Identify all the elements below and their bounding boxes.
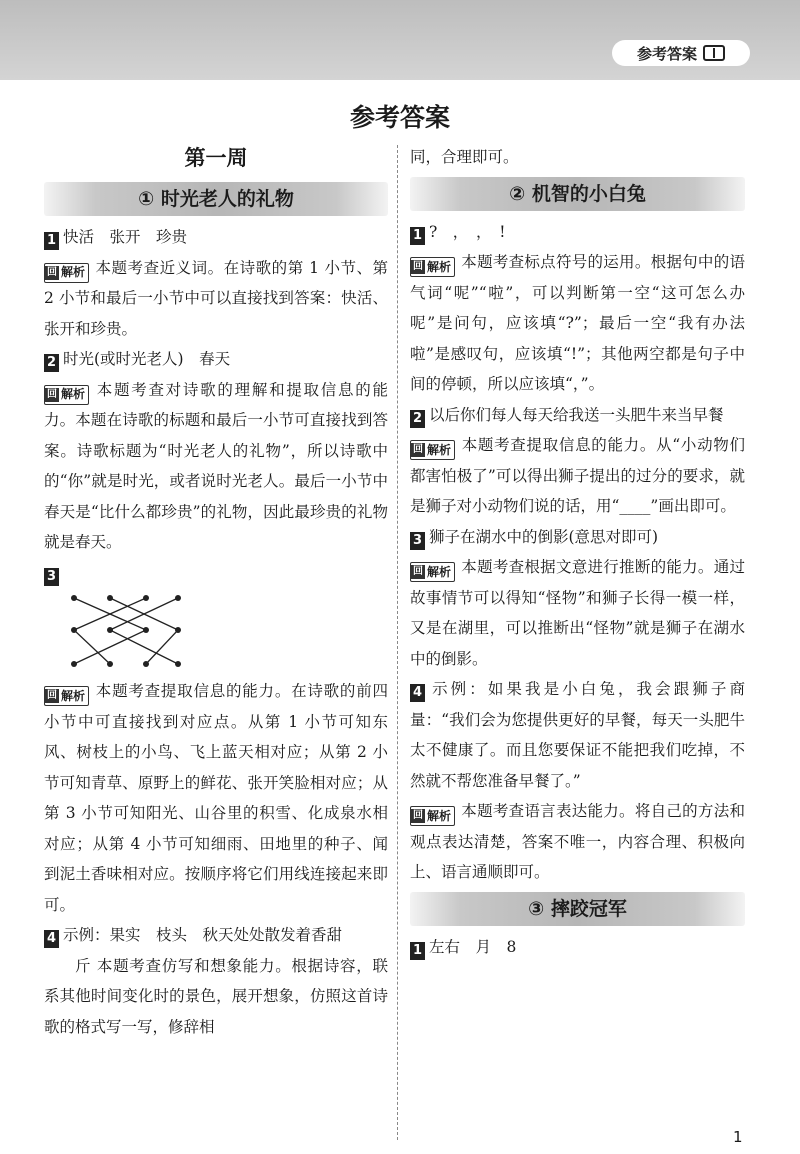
answer-3 bbox=[44, 558, 388, 589]
analysis-2 bbox=[44, 375, 388, 558]
header-band bbox=[0, 0, 800, 80]
answer-1 bbox=[410, 217, 745, 248]
question-number: 1 bbox=[410, 942, 425, 960]
analysis-icon: 回 bbox=[47, 266, 57, 278]
analysis-tag: 回 解析 bbox=[44, 385, 89, 405]
question-number: 2 bbox=[44, 354, 59, 372]
analysis-icon: 回 bbox=[413, 810, 423, 821]
answer-4 bbox=[410, 674, 745, 796]
continued-text: 同，合理即可。 bbox=[410, 148, 519, 166]
week-heading: 第一周 bbox=[184, 146, 248, 170]
matching-lines-diagram bbox=[66, 590, 186, 672]
question-number: 2 bbox=[410, 410, 425, 428]
analysis-4 bbox=[410, 796, 745, 888]
section-title-2: ② 机智的小白兔 bbox=[410, 177, 745, 211]
analysis-1 bbox=[44, 253, 388, 345]
analysis-tag: 回 解析 bbox=[410, 257, 455, 277]
analysis-text: 本题考查提取信息的能力。在诗歌的前四小节中可直接找到对应点。从第 1 小节可知东风、树枝上的小鸟、飞上蓝天相对应；从第 2 小节可知青草、原野上的鲜花、张开笑脸相对应；从第 3 小节可知阳光、山谷里的积雪、化成泉水相对应；从第 4 小节可知细雨、田地里的种子、闻到泥土香味相对应。按顺序将它们用线连接起来即可。 bbox=[44, 682, 388, 914]
answer-text: ? ， ， ! bbox=[429, 222, 506, 241]
analysis-3 bbox=[44, 676, 388, 920]
answer-4 bbox=[44, 920, 388, 951]
left-column bbox=[44, 142, 388, 1042]
header-tab bbox=[612, 40, 750, 66]
page-number: 1 bbox=[733, 1128, 743, 1146]
answer-text: 示例：如果我是小白兔，我会跟狮子商量：“我们会为您提供更好的早餐，每天一头肥牛太不健康了。而且您要保证不能把我们吃掉，不然就不帮您准备早餐了。” bbox=[410, 680, 745, 790]
question-number: 3 bbox=[44, 568, 59, 586]
question-number: 3 bbox=[410, 532, 425, 550]
analysis-icon: 回 bbox=[47, 690, 57, 701]
analysis-1 bbox=[410, 247, 745, 400]
analysis-4 bbox=[44, 951, 388, 1043]
analysis-tag: 回 解析 bbox=[44, 686, 89, 706]
analysis-text: 本题考查仿写和想象能力。根据诗容，联系其他时间变化时的景色，展开想象，仿照这首诗歌的格式写一写，修辞相 bbox=[44, 956, 388, 1036]
question-number: 1 bbox=[44, 232, 59, 250]
analysis-tag: 回 解析 bbox=[410, 806, 455, 826]
right-column bbox=[410, 142, 745, 962]
section-title-1: ① 时光老人的礼物 bbox=[44, 182, 388, 216]
analysis-text: 本题考查语言表达能力。将自己的方法和观点表达清楚，答案不唯一，内容合理、积极向上、语言通顺即可。 bbox=[410, 802, 745, 881]
answer-text: 以后你们每人每天给我送一头肥牛来当早餐 bbox=[429, 405, 724, 424]
analysis-icon: 回 bbox=[413, 261, 423, 272]
analysis-icon: 回 bbox=[413, 444, 423, 455]
section-title-3: ③ 摔跤冠军 bbox=[410, 892, 745, 926]
analysis-text: 本题考查根据文意进行推断的能力。通过故事情节可以得知“怪物”和狮子长得一模一样，又是在湖里，可以推断出“怪物”就是狮子在湖水中的倒影。 bbox=[410, 558, 745, 668]
answer-2 bbox=[44, 344, 388, 375]
analysis-icon: 回 bbox=[413, 566, 423, 577]
answer-text: 快活 张开 珍贵 bbox=[63, 228, 188, 246]
page-title: 参考答案 bbox=[349, 103, 450, 132]
question-number: 1 bbox=[410, 227, 425, 245]
answer-2 bbox=[410, 400, 745, 431]
analysis-text: 本题考查标点符号的运用。根据句中的语气词“呢”“啦”，可以判断第一空“这可怎么办呢”是问句，应该填“?”；最后一空“我有办法啦”是感叹句，应该填“!”；其他两空都是句子中间的停顿，所以应该填“，”。 bbox=[410, 253, 745, 393]
question-number: 4 bbox=[410, 684, 425, 702]
analysis-mark: 斤 bbox=[75, 956, 92, 975]
analysis-text: 本题考查提取信息的能力。从“小动物们都害怕极了”可以得出狮子提出的过分的要求，就是狮子对小动物们说的话，用“____”画出即可。 bbox=[410, 436, 745, 515]
column-divider bbox=[397, 145, 399, 1140]
book-icon bbox=[703, 45, 725, 61]
answer-5 bbox=[410, 932, 745, 963]
answer-1 bbox=[44, 222, 388, 253]
analysis-2 bbox=[410, 430, 745, 522]
answer-text: 示例：果实 枝头 秋天处处散发着香甜 bbox=[63, 926, 343, 944]
analysis-3 bbox=[410, 552, 745, 674]
answer-text: 时光(或时光老人) 春天 bbox=[63, 350, 231, 368]
answer-3 bbox=[410, 522, 745, 553]
analysis-text: 本题考查近义词。在诗歌的第 1 小节、第 2 小节和最后一小节中可以直接找到答案：快活、张开和珍贵。 bbox=[44, 258, 388, 338]
answer-text: 左右 月 8 bbox=[429, 937, 517, 956]
analysis-tag: 回 解析 bbox=[410, 562, 455, 582]
header-tab-label: 参考答案 bbox=[636, 44, 697, 63]
analysis-text: 本题考查对诗歌的理解和提取信息的能力。本题在诗歌的标题和最后一小节可直接找到答案。诗歌标题为“时光老人的礼物”，所以诗歌中的“你”就是时光，或者说时光老人。最后一小节中春天是“比什么都珍贵”的礼物，因此最珍贵的礼物就是春天。 bbox=[44, 380, 388, 551]
analysis-tag: 回 解析 bbox=[410, 440, 455, 460]
answer-text: 狮子在湖水中的倒影(意思对即可) bbox=[429, 527, 659, 546]
analysis-tag: 回 解析 bbox=[44, 263, 89, 283]
analysis-icon: 回 bbox=[47, 388, 57, 400]
question-number: 4 bbox=[44, 930, 59, 948]
